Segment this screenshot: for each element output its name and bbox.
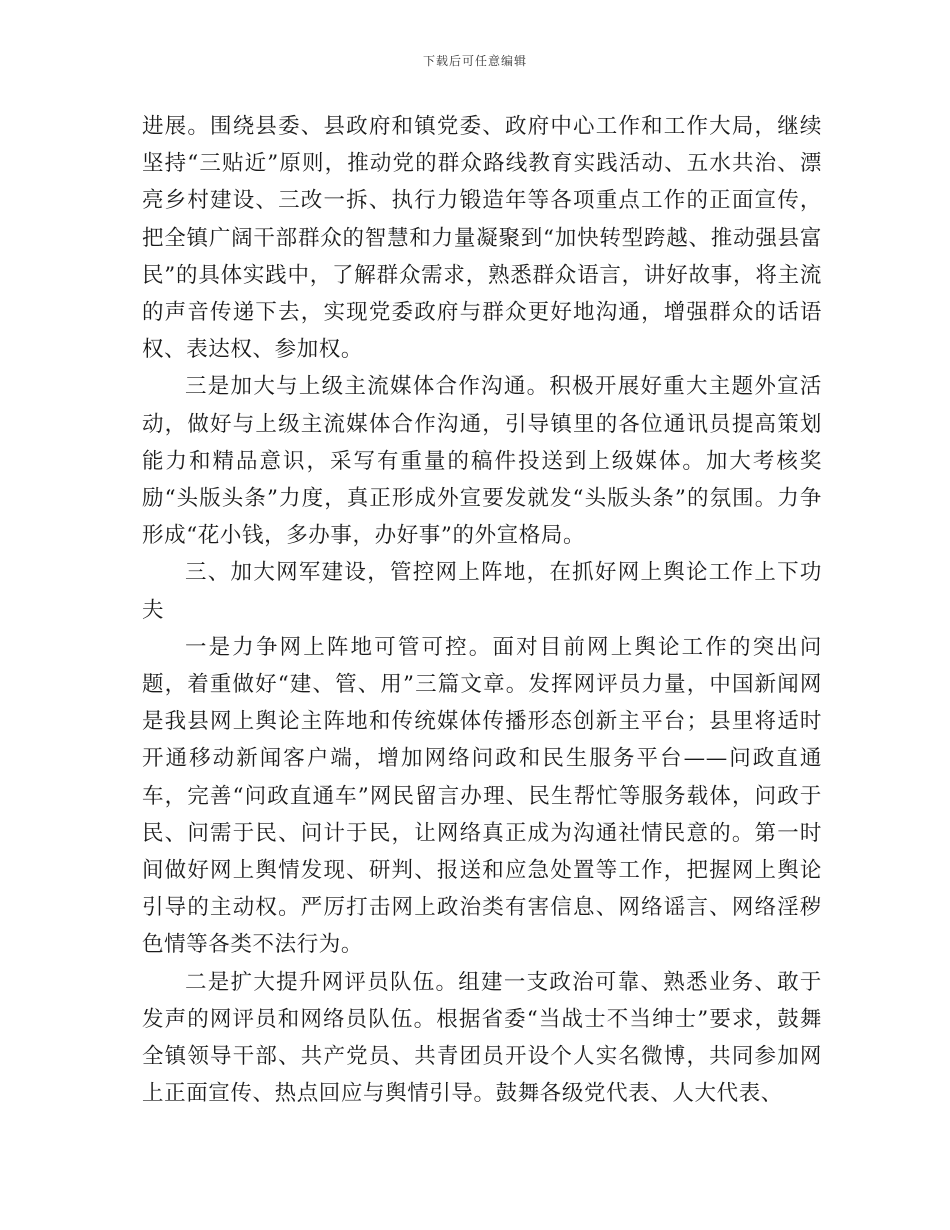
page-header: 下载后可任意编辑 <box>422 54 527 68</box>
paragraph-5: 二是扩大提升网评员队伍。组建一支政治可靠、熟悉业务、敢于发声的网评员和网络员队伍。根据省委“当战士不当绅士”要求，鼓舞全镇领导干部、共产党员、共青团员开设个人实名微博，共同参加网上正面宣传、热点回应与舆情引导。鼓舞各级党代表、人大代表、 <box>142 969 822 1107</box>
section-heading-3: 三、加大网军建设，管控网上阵地，在抓好网上舆论工作上下功夫 <box>142 560 822 623</box>
paragraph-1: 进展。围绕县委、县政府和镇党委、政府中心工作和工作大局，继续坚持“三贴近”原则，推动党的群众路线教育实践活动、五水共治、漂亮乡村建设、三改一拆、执行力锻造年等各项重点工作的正面宣传，把全镇广阔干部群众的智慧和力量凝聚到“加快转型跨越、推动强县富民”的具体实践中，了解群众需求，熟悉群众语言，讲好故事，将主流的声音传递下去，实现党委政府与群众更好地沟通，增强群众的话语权、表达权、参加权。 <box>142 114 822 363</box>
document-body <box>142 108 822 1112</box>
paragraph-4: 一是力争网上阵地可管可控。面对目前网上舆论工作的突出问题，着重做好“建、管、用”三篇文章。发挥网评员力量，中国新闻网是我县网上舆论主阵地和传统媒体传播形态创新主平台；县里将适时开通移动新闻客户端，增加网络问政和民生服务平台——问政直通车，完善“问政直通车”网民留言办理、民生帮忙等服务载体，问政于民、问需于民、问计于民，让网络真正成为沟通社情民意的。第一时间做好网上舆情发现、研判、报送和应急处置等工作，把握网上舆论引导的主动权。严厉打击网上政治类有害信息、网络谣言、网络淫秽色情等各类不法行为。 <box>142 634 822 958</box>
paragraph-2: 三是加大与上级主流媒体合作沟通。积极开展好重大主题外宣活动，做好与上级主流媒体合作沟通，引导镇里的各位通讯员提高策划能力和精品意识，采写有重量的稿件投送到上级媒体。加大考核奖励“头版头条”力度，真正形成外宣要发就发“头版头条”的氛围。力争形成“花小钱，多办事，办好事”的外宣格局。 <box>142 374 822 549</box>
